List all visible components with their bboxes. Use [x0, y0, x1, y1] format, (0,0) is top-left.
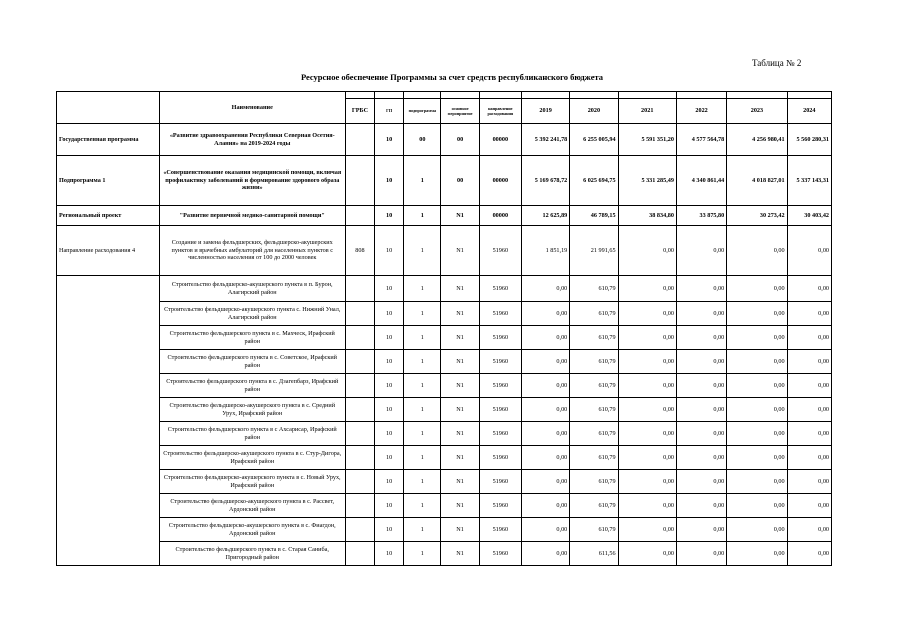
value-cell: 0,00 — [787, 302, 831, 326]
header-year: 2020 — [570, 99, 618, 124]
gp-cell: 10 — [375, 518, 404, 542]
row-name-cell: Строительство фельдшерско-акушерского пункта в п. Бурон, Алагирский район — [159, 276, 345, 302]
gp-cell: 10 — [375, 276, 404, 302]
table-row — [57, 374, 832, 398]
value-cell: 0,00 — [618, 374, 676, 398]
value-cell: 0,00 — [676, 302, 726, 326]
grbs-cell — [345, 374, 374, 398]
row-type-cell: Региональный проект — [57, 206, 160, 226]
subprogram-cell: 1 — [404, 350, 441, 374]
direction-cell: 51960 — [479, 326, 521, 350]
gp-cell: 10 — [375, 422, 404, 446]
value-cell: 0,00 — [787, 470, 831, 494]
direction-cell: 51960 — [479, 374, 521, 398]
value-cell: 0,00 — [727, 326, 787, 350]
grbs-cell — [345, 446, 374, 470]
value-cell: 610,79 — [570, 494, 618, 518]
row-name-cell: «Развитие здравоохранения Республики Северная Осетия-Алания» на 2019-2024 годы — [159, 124, 345, 156]
value-cell: 0,00 — [787, 350, 831, 374]
value-cell: 0,00 — [521, 470, 569, 494]
gp-cell: 10 — [375, 542, 404, 566]
direction-cell: 51960 — [479, 398, 521, 422]
main-event-cell: 00 — [441, 124, 479, 156]
direction-cell: 51960 — [479, 542, 521, 566]
value-cell: 610,79 — [570, 518, 618, 542]
value-cell: 6 255 005,94 — [570, 124, 618, 156]
main-event-cell: N1 — [441, 326, 479, 350]
value-cell: 0,00 — [618, 326, 676, 350]
value-cell: 0,00 — [727, 470, 787, 494]
value-cell: 610,79 — [570, 350, 618, 374]
value-cell: 38 834,80 — [618, 206, 676, 226]
row-name-cell: Строительство фельдшерско-акушерского пункта в с. Стур-Дигора, Ирафский район — [159, 446, 345, 470]
value-cell: 0,00 — [727, 422, 787, 446]
page-title: Ресурсное обеспечение Программы за счет средств республиканского бюджета — [300, 72, 604, 82]
main-event-cell: N1 — [441, 470, 479, 494]
gp-cell: 10 — [375, 398, 404, 422]
main-event-cell: N1 — [441, 518, 479, 542]
value-cell: 12 625,89 — [521, 206, 569, 226]
value-cell: 0,00 — [727, 518, 787, 542]
direction-cell: 00000 — [479, 156, 521, 206]
subprogram-cell: 1 — [404, 206, 441, 226]
direction-cell: 51960 — [479, 422, 521, 446]
value-cell: 610,79 — [570, 276, 618, 302]
value-cell: 611,56 — [570, 542, 618, 566]
header-direction: направление расходования — [479, 99, 521, 124]
gp-cell: 10 — [375, 206, 404, 226]
gp-cell: 10 — [375, 446, 404, 470]
value-cell: 0,00 — [618, 350, 676, 374]
value-cell: 0,00 — [618, 494, 676, 518]
grbs-cell — [345, 470, 374, 494]
subprogram-cell: 1 — [404, 374, 441, 398]
value-cell: 0,00 — [787, 276, 831, 302]
value-cell: 0,00 — [727, 398, 787, 422]
table-row — [57, 124, 832, 156]
value-cell: 21 991,65 — [570, 226, 618, 276]
row-name-cell: Строительство фельдшерского пункта в с. Дзагепбарз, Ирафский район — [159, 374, 345, 398]
header-main-event: основное мероприятие — [441, 99, 479, 124]
value-cell: 0,00 — [676, 470, 726, 494]
header-empty-cell — [57, 92, 160, 124]
value-cell: 0,00 — [618, 398, 676, 422]
gp-cell: 10 — [375, 124, 404, 156]
direction-cell: 51960 — [479, 494, 521, 518]
direction-cell: 51960 — [479, 276, 521, 302]
header-grbs: ГРБС — [345, 99, 374, 124]
value-cell: 0,00 — [521, 494, 569, 518]
gp-cell: 10 — [375, 494, 404, 518]
direction-cell: 00000 — [479, 206, 521, 226]
resource-table — [56, 91, 832, 566]
subprogram-cell: 1 — [404, 470, 441, 494]
table-row — [57, 470, 832, 494]
value-cell: 4 018 827,01 — [727, 156, 787, 206]
grbs-cell — [345, 518, 374, 542]
value-cell: 5 331 285,49 — [618, 156, 676, 206]
value-cell: 5 337 143,31 — [787, 156, 831, 206]
subprogram-cell: 1 — [404, 326, 441, 350]
main-event-cell: N1 — [441, 302, 479, 326]
grbs-cell — [345, 302, 374, 326]
value-cell: 0,00 — [521, 326, 569, 350]
subprogram-cell: 1 — [404, 156, 441, 206]
value-cell: 0,00 — [618, 276, 676, 302]
subprogram-cell: 1 — [404, 276, 441, 302]
row-name-cell: "Развитие первичной медико-санитарной помощи" — [159, 206, 345, 226]
value-cell: 0,00 — [618, 518, 676, 542]
table-body — [57, 92, 832, 566]
value-cell: 0,00 — [676, 226, 726, 276]
value-cell: 0,00 — [618, 470, 676, 494]
value-cell: 0,00 — [787, 398, 831, 422]
table-row — [57, 542, 832, 566]
value-cell: 0,00 — [521, 302, 569, 326]
grbs-cell — [345, 276, 374, 302]
value-cell: 0,00 — [676, 276, 726, 302]
subprogram-cell: 00 — [404, 124, 441, 156]
header-year: 2019 — [521, 99, 569, 124]
value-cell: 0,00 — [727, 350, 787, 374]
direction-cell: 51960 — [479, 302, 521, 326]
row-name-cell: Строительство фельдшерско-акушерского пункта в с. Средний Урух, Ирафский район — [159, 398, 345, 422]
value-cell: 0,00 — [618, 446, 676, 470]
value-cell: 6 025 694,75 — [570, 156, 618, 206]
value-cell: 4 577 564,78 — [676, 124, 726, 156]
row-name-cell: «Совершенствование оказания медицинской помощи, включая профилактику заболеваний и формирование здорового образа жизни» — [159, 156, 345, 206]
row-name-cell: Строительство фельдшерско-акушерского пункта в с. Новый Урух, Ирафский район — [159, 470, 345, 494]
grbs-cell — [345, 124, 374, 156]
gp-cell: 10 — [375, 302, 404, 326]
table-row — [57, 226, 832, 276]
main-event-cell: N1 — [441, 206, 479, 226]
row-type-cell — [57, 276, 160, 566]
table-row — [57, 156, 832, 206]
main-event-cell: N1 — [441, 226, 479, 276]
value-cell: 0,00 — [676, 422, 726, 446]
value-cell: 0,00 — [676, 326, 726, 350]
table-row — [57, 518, 832, 542]
grbs-cell: 808 — [345, 226, 374, 276]
table-row — [57, 350, 832, 374]
value-cell: 5 169 678,72 — [521, 156, 569, 206]
subprogram-cell: 1 — [404, 302, 441, 326]
gp-cell: 10 — [375, 226, 404, 276]
value-cell: 610,79 — [570, 422, 618, 446]
value-cell: 46 789,15 — [570, 206, 618, 226]
value-cell: 0,00 — [727, 226, 787, 276]
row-type-cell: Направление расходования 4 — [57, 226, 160, 276]
value-cell: 0,00 — [676, 446, 726, 470]
subprogram-cell: 1 — [404, 398, 441, 422]
value-cell: 5 392 241,78 — [521, 124, 569, 156]
main-event-cell: 00 — [441, 156, 479, 206]
value-cell: 0,00 — [787, 494, 831, 518]
table-row — [57, 422, 832, 446]
gp-cell: 10 — [375, 156, 404, 206]
gp-cell: 10 — [375, 326, 404, 350]
value-cell: 0,00 — [727, 276, 787, 302]
value-cell: 0,00 — [787, 446, 831, 470]
value-cell: 0,00 — [521, 374, 569, 398]
header-subprogram: подпрограмма — [404, 99, 441, 124]
direction-cell: 51960 — [479, 518, 521, 542]
value-cell: 610,79 — [570, 446, 618, 470]
grbs-cell — [345, 326, 374, 350]
value-cell: 0,00 — [787, 422, 831, 446]
header-top-strip — [57, 92, 832, 99]
grbs-cell — [345, 494, 374, 518]
direction-cell: 51960 — [479, 446, 521, 470]
value-cell: 0,00 — [618, 226, 676, 276]
value-cell: 610,79 — [570, 398, 618, 422]
table-row — [57, 446, 832, 470]
row-name-cell: Строительство фельдшерского пункта в с. Советское, Ирафский район — [159, 350, 345, 374]
value-cell: 0,00 — [618, 422, 676, 446]
table-number-label: Таблица № 2 — [752, 58, 802, 68]
row-name-cell: Строительство фельдшерско-акушерского пункта с. Нижний Унал, Алагирский район — [159, 302, 345, 326]
value-cell: 1 851,19 — [521, 226, 569, 276]
value-cell: 0,00 — [618, 302, 676, 326]
value-cell: 0,00 — [521, 350, 569, 374]
table-row — [57, 398, 832, 422]
main-event-cell: N1 — [441, 276, 479, 302]
header-year: 2021 — [618, 99, 676, 124]
value-cell: 0,00 — [676, 518, 726, 542]
gp-cell: 10 — [375, 470, 404, 494]
main-event-cell: N1 — [441, 422, 479, 446]
table-row — [57, 302, 832, 326]
table-row — [57, 206, 832, 226]
main-event-cell: N1 — [441, 446, 479, 470]
value-cell: 0,00 — [521, 446, 569, 470]
direction-cell: 51960 — [479, 470, 521, 494]
subprogram-cell: 1 — [404, 446, 441, 470]
gp-cell: 10 — [375, 374, 404, 398]
row-name-cell: Строительство фельдшерско-акушерского пункта в с. Рассвет, Ардонский район — [159, 494, 345, 518]
row-name-cell: Создание и замена фельдшерских, фельдшерско-акушерских пунктов и врачебных амбулаторий для населенных пунктов с численностью населения от 100 до 2000 человек — [159, 226, 345, 276]
row-name-cell: Строительство фельдшерского пункта в с. Махческ, Ирафский район — [159, 326, 345, 350]
table-row — [57, 326, 832, 350]
table-row — [57, 276, 832, 302]
value-cell: 610,79 — [570, 326, 618, 350]
value-cell: 4 256 980,41 — [727, 124, 787, 156]
table-row — [57, 494, 832, 518]
direction-cell: 51960 — [479, 350, 521, 374]
subprogram-cell: 1 — [404, 422, 441, 446]
value-cell: 0,00 — [676, 494, 726, 518]
grbs-cell — [345, 398, 374, 422]
subprogram-cell: 1 — [404, 542, 441, 566]
direction-cell: 00000 — [479, 124, 521, 156]
row-type-cell: Подпрограмма 1 — [57, 156, 160, 206]
value-cell: 0,00 — [676, 398, 726, 422]
value-cell: 0,00 — [521, 518, 569, 542]
header-name: Наименование — [159, 92, 345, 124]
grbs-cell — [345, 156, 374, 206]
grbs-cell — [345, 350, 374, 374]
value-cell: 0,00 — [521, 398, 569, 422]
value-cell: 0,00 — [676, 350, 726, 374]
row-name-cell: Строительство фельдшерско-акушерского пункта в с. Фиагдон, Ардонский район — [159, 518, 345, 542]
main-event-cell: N1 — [441, 542, 479, 566]
value-cell: 0,00 — [521, 422, 569, 446]
main-event-cell: N1 — [441, 350, 479, 374]
value-cell: 610,79 — [570, 302, 618, 326]
value-cell: 0,00 — [727, 494, 787, 518]
value-cell: 30 403,42 — [787, 206, 831, 226]
value-cell: 0,00 — [727, 302, 787, 326]
value-cell: 0,00 — [787, 542, 831, 566]
header-year: 2024 — [787, 99, 831, 124]
subprogram-cell: 1 — [404, 494, 441, 518]
row-name-cell: Строительство фельдшерского пункта в с. Старая Саниба, Пригородный район — [159, 542, 345, 566]
main-event-cell: N1 — [441, 494, 479, 518]
grbs-cell — [345, 206, 374, 226]
subprogram-cell: 1 — [404, 518, 441, 542]
header-year: 2022 — [676, 99, 726, 124]
value-cell: 0,00 — [618, 542, 676, 566]
value-cell: 0,00 — [521, 276, 569, 302]
value-cell: 0,00 — [727, 374, 787, 398]
value-cell: 0,00 — [727, 542, 787, 566]
subprogram-cell: 1 — [404, 226, 441, 276]
header-year: 2023 — [727, 99, 787, 124]
value-cell: 0,00 — [521, 542, 569, 566]
grbs-cell — [345, 542, 374, 566]
value-cell: 0,00 — [727, 446, 787, 470]
value-cell: 610,79 — [570, 374, 618, 398]
value-cell: 610,79 — [570, 470, 618, 494]
value-cell: 0,00 — [676, 374, 726, 398]
main-event-cell: N1 — [441, 374, 479, 398]
main-event-cell: N1 — [441, 398, 479, 422]
value-cell: 33 875,80 — [676, 206, 726, 226]
value-cell: 30 273,42 — [727, 206, 787, 226]
value-cell: 5 560 280,31 — [787, 124, 831, 156]
row-name-cell: Строительство фельдшерского пункта в с Ахсарисар, Ирафский район — [159, 422, 345, 446]
header-gp: ГП — [375, 99, 404, 124]
value-cell: 0,00 — [787, 326, 831, 350]
value-cell: 0,00 — [676, 542, 726, 566]
value-cell: 0,00 — [787, 226, 831, 276]
value-cell: 4 340 861,44 — [676, 156, 726, 206]
gp-cell: 10 — [375, 350, 404, 374]
direction-cell: 51960 — [479, 226, 521, 276]
grbs-cell — [345, 422, 374, 446]
value-cell: 5 591 351,20 — [618, 124, 676, 156]
value-cell: 0,00 — [787, 518, 831, 542]
row-type-cell: Государственная программа — [57, 124, 160, 156]
value-cell: 0,00 — [787, 374, 831, 398]
